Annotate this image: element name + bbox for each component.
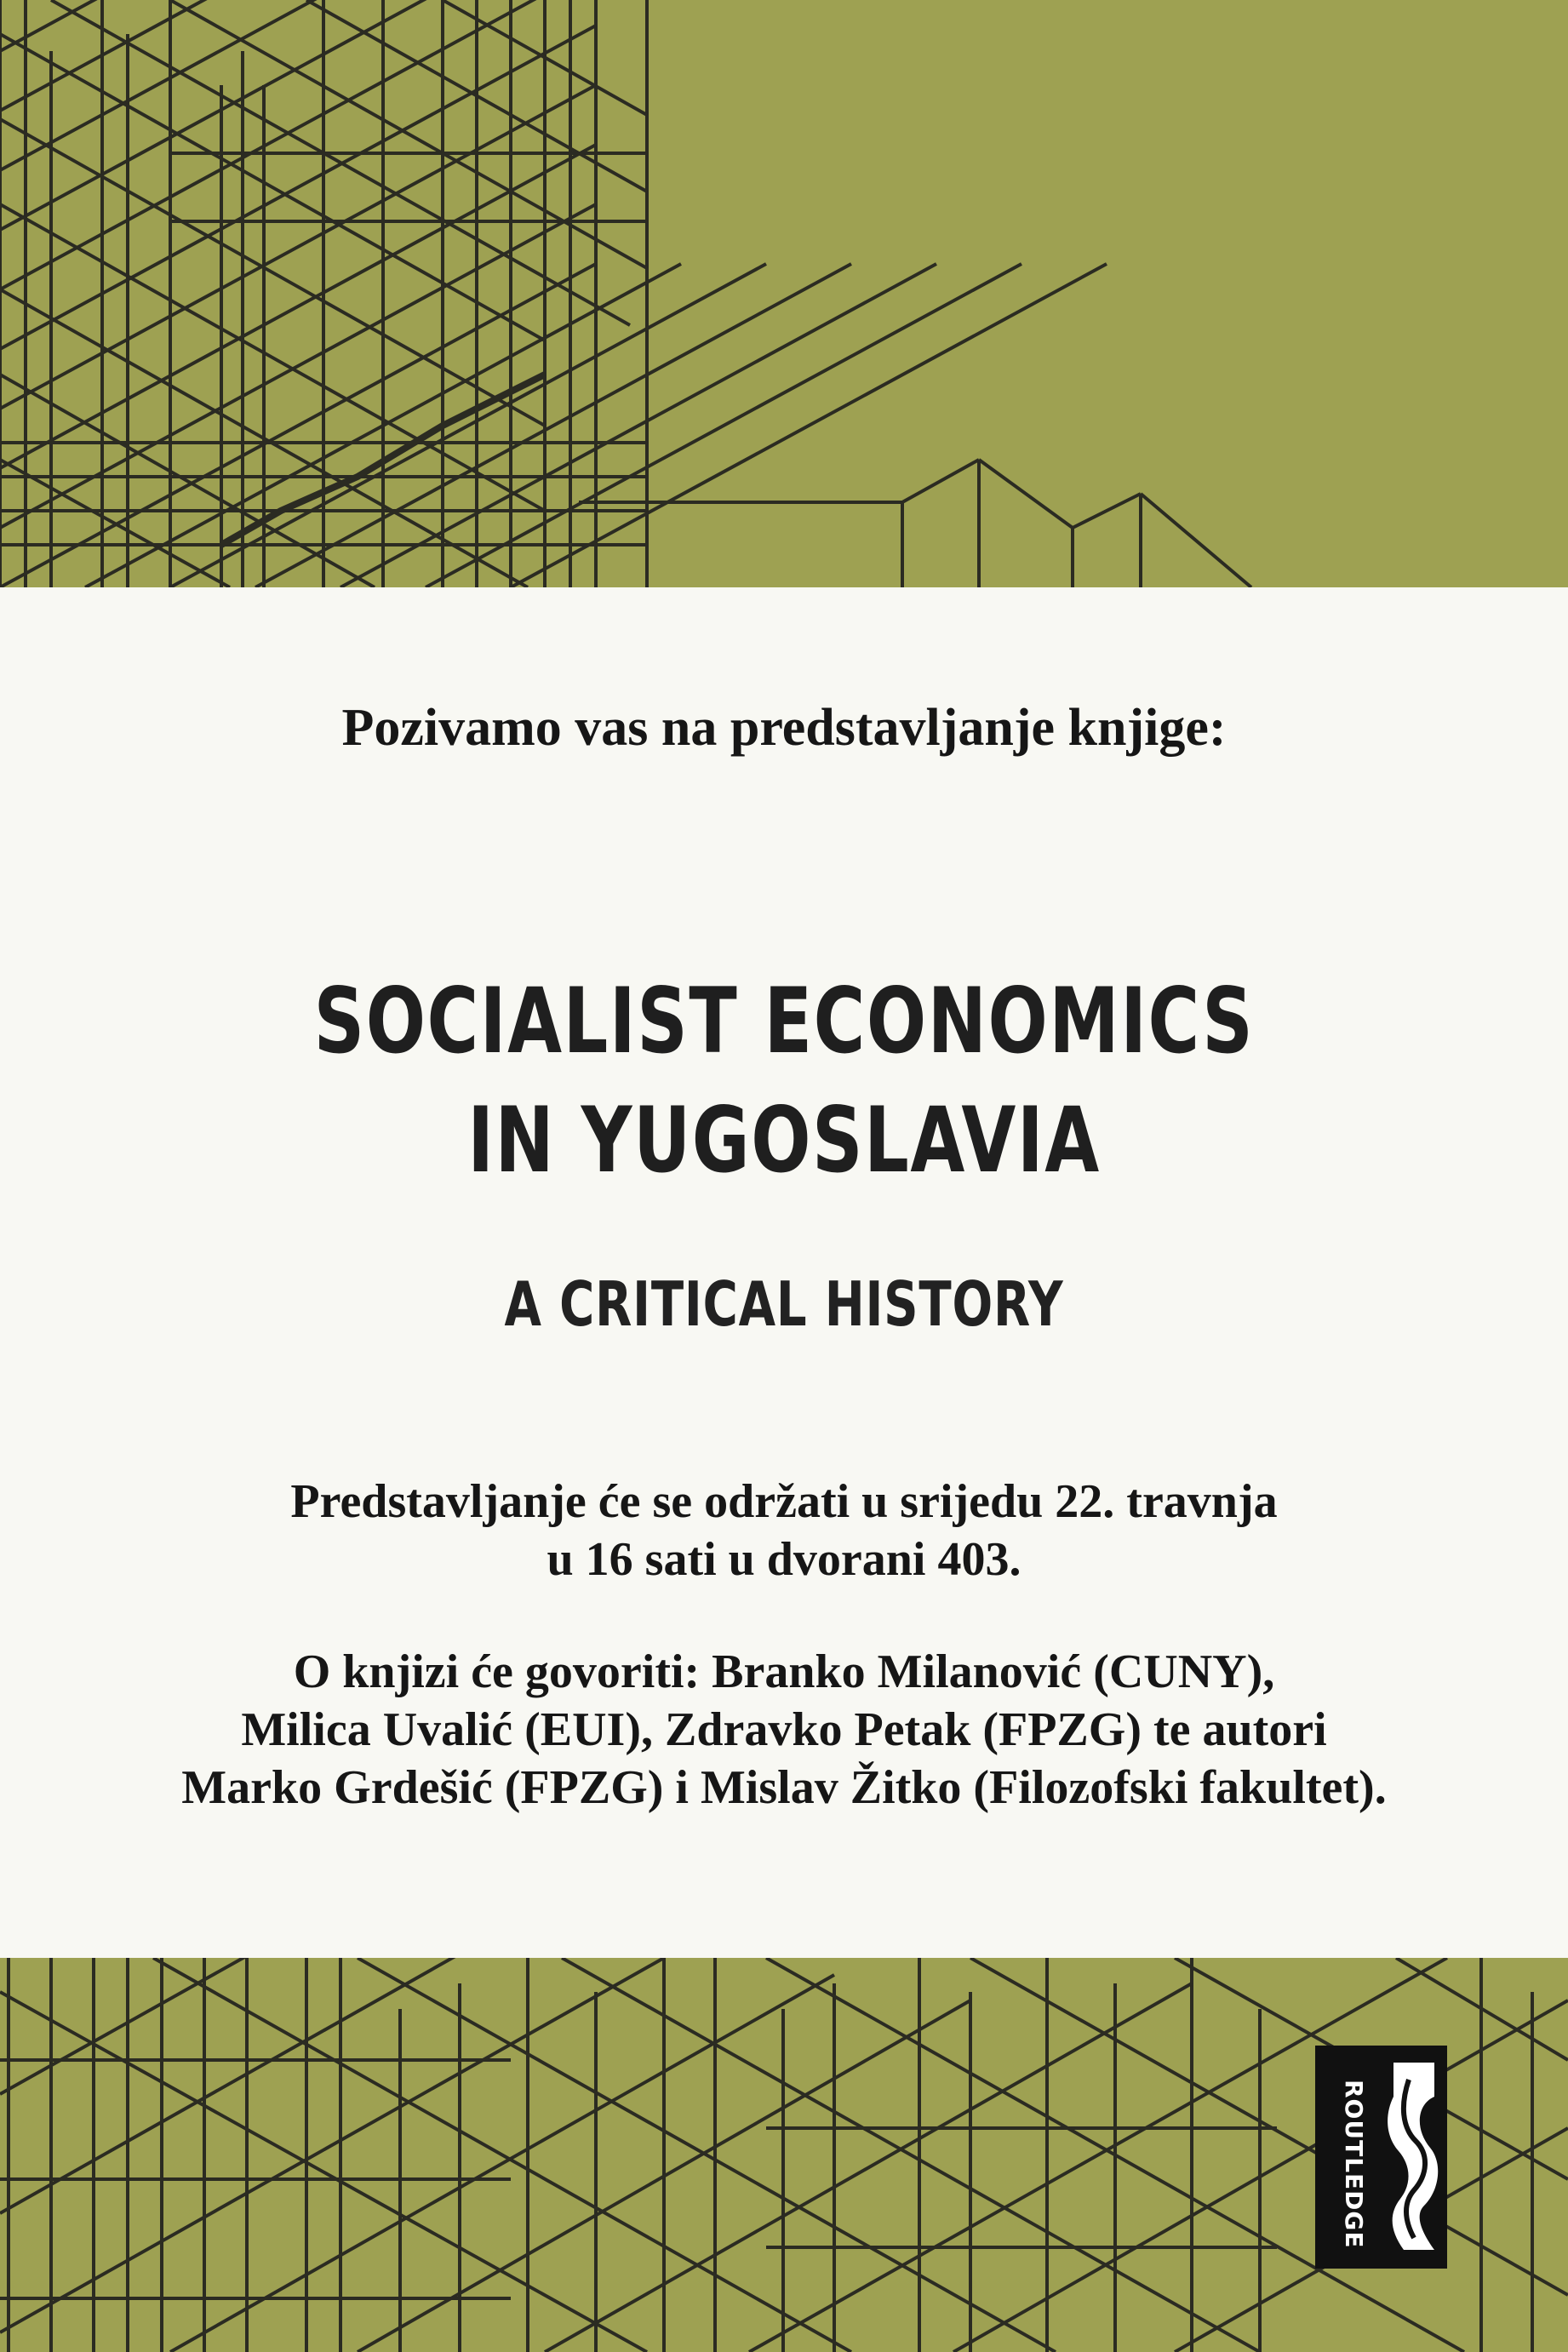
event-line2: u 16 sati u dvorani 403. <box>547 1533 1021 1586</box>
publisher-name: ROUTLEDGE <box>1340 2080 1368 2249</box>
event-details <box>0 1473 1568 1817</box>
top-pattern-band <box>0 0 1568 587</box>
speakers-line3: Marko Grdešić (FPZG) i Mislav Žitko (Filozofski fakultet). <box>181 1761 1387 1814</box>
book-title-line1: SOCIALIST ECONOMICS <box>313 969 1255 1073</box>
speakers-line1: O knjizi će govoriti: Branko Milanović (CUNY), <box>293 1645 1275 1698</box>
publisher-logo <box>1315 2046 1447 2269</box>
book-subtitle: A CRITICAL HISTORY <box>504 1268 1064 1340</box>
speakers-line2: Milica Uvalić (EUI), Zdravko Petak (FPZG) te autori <box>241 1703 1327 1756</box>
invitation-heading: Pozivamo vas na predstavljanje knjige: <box>341 699 1227 757</box>
event-line1: Predstavljanje će se održati u srijedu 22. travnja <box>290 1475 1278 1528</box>
speakers-block <box>0 1643 1568 1817</box>
book-title <box>173 962 1396 1200</box>
content-panel <box>0 587 1568 1958</box>
geometric-line-pattern <box>0 0 1568 587</box>
book-title-line2: IN YUGOSLAVIA <box>467 1088 1101 1193</box>
